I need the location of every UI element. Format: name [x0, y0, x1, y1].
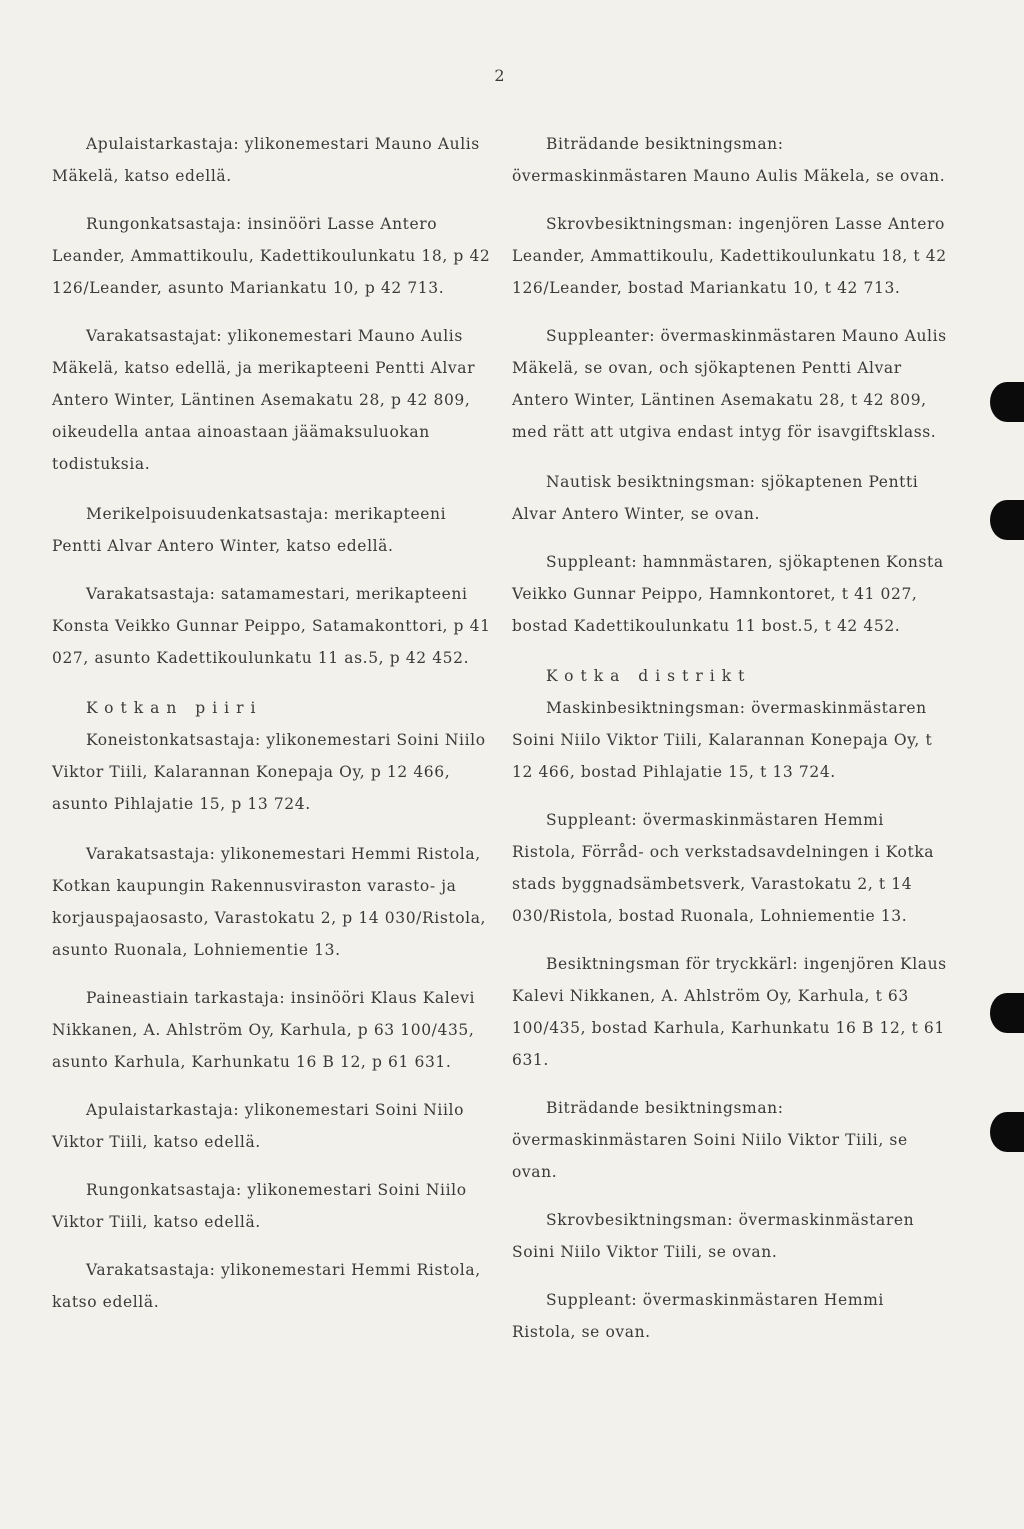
binder-hole — [990, 500, 1024, 540]
paragraph-fi-deputy-inspector-kotka: Varakatsastaja: ylikonemestari Hemmi Ristola, Kotkan kaupungin Rakennusviraston varasto- ja korjauspajaosasto, Varastokatu 2, p 14 030/Ristola, asunto Ruonala, Lohniementie 13. — [52, 845, 487, 959]
paragraph-fi-assistant-inspector-kotka: Apulaistarkastaja: ylikonemestari Soini Niilo Viktor Tiili, katso edellä. — [52, 1101, 465, 1151]
heading-sv-kotka-district: Kotka distrikt — [546, 667, 752, 685]
paragraph-fi-machinery-inspector: Koneistonkatsastaja: ylikonemestari Soini Niilo Viktor Tiili, Kalarannan Konepaja Oy, p 12 466, asunto Pihlajatie 15, p 13 724. — [52, 731, 486, 813]
paragraph-fi-deputy-inspector-kotka-2: Varakatsastaja: ylikonemestari Hemmi Ristola, katso edellä. — [52, 1261, 481, 1311]
paragraph-sv-hull-inspector: Skrovbesiktningsman: ingenjören Lasse Antero Leander, Ammattikoulu, Kadettikoulunkatu 18, t 42 126/Leander, bostad Mariankatu 10, t 42 713. — [512, 215, 947, 297]
swedish-column — [512, 128, 952, 1364]
paragraph-sv-deputy-inspector-kotka-2: Suppleant: övermaskinmästaren Hemmi Ristola, se ovan. — [512, 1291, 884, 1341]
paragraph-fi-deputy-inspector-harbour: Varakatsastaja: satamamestari, merikapteeni Konsta Veikko Gunnar Peippo, Satamakonttori, p 41 027, asunto Kadettikoulunkatu 11 as.5, p 42 452. — [52, 585, 491, 667]
paragraph-sv-deputy-inspector-kotka: Suppleant: övermaskinmästaren Hemmi Ristola, Förråd- och verkstadsavdelningen i Kotka stads byggnadsämbetsverk, Varastokatu 2, t 14 030/Ristola, bostad Ruonala, Lohniementie 13. — [512, 811, 935, 925]
page-number: 2 — [494, 66, 506, 85]
paragraph-fi-deputy-inspectors: Varakatsastajat: ylikonemestari Mauno Aulis Mäkelä, katso edellä, ja merikapteeni Pentti Alvar Antero Winter, Läntinen Asemakatu 28, p 42 809, oikeudella antaa ainoastaan jäämaksuluokan todistuksia. — [52, 327, 476, 473]
binder-hole — [990, 382, 1024, 422]
paragraph-sv-machinery-inspector: Maskinbesiktningsman: övermaskinmästaren Soini Niilo Viktor Tiili, Kalarannan Konepaja Oy, t 12 466, bostad Pihlajatie 15, t 13 724. — [512, 699, 933, 781]
binder-hole — [990, 993, 1024, 1033]
binder-hole — [990, 1112, 1024, 1152]
paragraph-fi-pressure-vessel-inspector: Paineastiain tarkastaja: insinööri Klaus Kalevi Nikkanen, A. Ahlström Oy, Karhula, p 63 100/435, asunto Karhula, Karhunkatu 16 B 12, p 61 631. — [52, 989, 476, 1071]
paragraph-sv-assistant-inspector: Biträdande besiktningsman: övermaskinmästaren Mauno Aulis Mäkela, se ovan. — [512, 135, 946, 185]
paragraph-sv-pressure-vessel-inspector: Besiktningsman för tryckkärl: ingenjören Klaus Kalevi Nikkanen, A. Ahlström Oy, Karhula, t 63 100/435, bostad Karhula, Karhunkatu 16 B 12, t 61 631. — [512, 955, 947, 1069]
paragraph-fi-hull-inspector: Rungonkatsastaja: insinööri Lasse Antero Leander, Ammattikoulu, Kadettikoulunkatu 18, p 42 126/Leander, asunto Mariankatu 10, p 42 713. — [52, 215, 491, 297]
paragraph-sv-assistant-inspector-kotka: Biträdande besiktningsman: övermaskinmästaren Soini Niilo Viktor Tiili, se ovan. — [512, 1099, 908, 1181]
paragraph-sv-deputy-inspector-harbour: Suppleant: hamnmästaren, sjökaptenen Konsta Veikko Gunnar Peippo, Hamnkontoret, t 41 027, bostad Kadettikoulunkatu 11 bost.5, t 42 452. — [512, 553, 944, 635]
paragraph-sv-nautical-inspector: Nautisk besiktningsman: sjökaptenen Pentti Alvar Antero Winter, se ovan. — [512, 473, 919, 523]
paragraph-fi-assistant-inspector: Apulaistarkastaja: ylikonemestari Mauno Aulis Mäkelä, katso edellä. — [52, 135, 480, 185]
paragraph-sv-deputy-inspectors: Suppleanter: övermaskinmästaren Mauno Aulis Mäkelä, se ovan, och sjökaptenen Pentti Alvar Antero Winter, Läntinen Asemakatu 28, t 42 809, med rätt att utgiva endast intyg för isavgiftsklass. — [512, 327, 947, 441]
paragraph-fi-hull-inspector-kotka: Rungonkatsastaja: ylikonemestari Soini Niilo Viktor Tiili, katso edellä. — [52, 1181, 467, 1231]
finnish-column — [52, 128, 492, 1334]
paragraph-sv-hull-inspector-kotka: Skrovbesiktningsman: övermaskinmästaren Soini Niilo Viktor Tiili, se ovan. — [512, 1211, 915, 1261]
heading-fi-kotka-district: Kotkan piiri — [86, 699, 263, 717]
paragraph-fi-seaworthiness-inspector: Merikelpoisuudenkatsastaja: merikapteeni Pentti Alvar Antero Winter, katso edellä. — [52, 505, 447, 555]
